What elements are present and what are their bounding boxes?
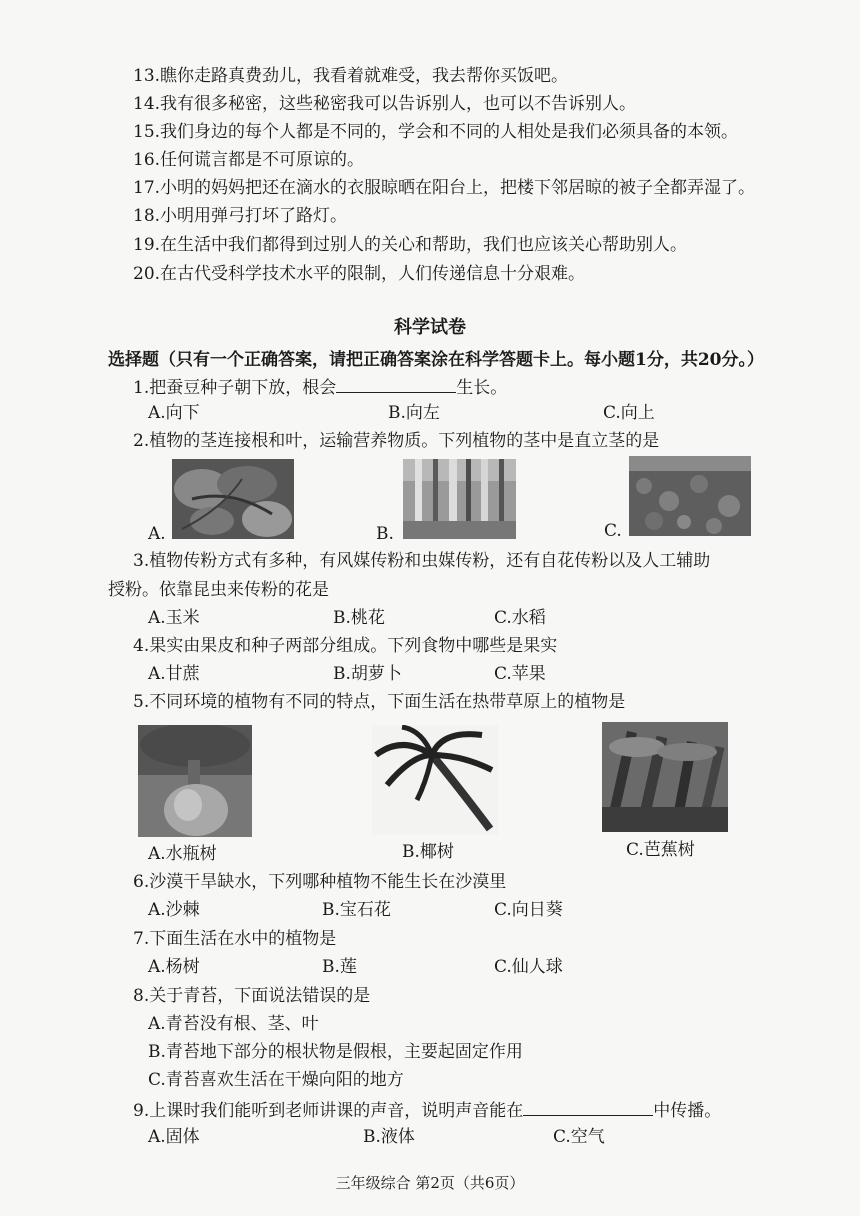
q1-option-c: C.向上 xyxy=(603,403,655,423)
question-1 xyxy=(133,374,507,400)
q7-option-c: C.仙人球 xyxy=(494,957,563,977)
question-1-text: 1.把蚕豆种子朝下放，根会 xyxy=(133,378,337,398)
q6-option-a: A.沙棘 xyxy=(148,900,200,920)
q9-option-a: A.固体 xyxy=(148,1127,200,1147)
question-1-tail: 生长。 xyxy=(456,378,508,398)
q1-option-a: A.向下 xyxy=(148,403,200,423)
statement-18: 18.小明用弹弓打坏了路灯。 xyxy=(133,206,348,226)
page-title: 科学试卷 xyxy=(394,317,466,338)
question-6: 6.沙漠干旱缺水，下列哪种植物不能生长在沙漠里 xyxy=(133,872,507,892)
q7-option-b: B.莲 xyxy=(322,957,357,977)
question-9-text: 9.上课时我们能听到老师讲课的声音，说明声音能在 xyxy=(133,1101,524,1121)
q4-option-b: B.胡萝卜 xyxy=(333,664,402,684)
q8-option-b: B.青苔地下部分的根状物是假根，主要起固定作用 xyxy=(148,1042,523,1062)
question-8: 8.关于青苔，下面说法错误的是 xyxy=(133,986,371,1006)
question-7: 7.下面生活在水中的植物是 xyxy=(133,929,337,949)
q6-option-b: B.宝石花 xyxy=(322,900,391,920)
q3-option-c: C.水稻 xyxy=(494,608,546,628)
q1-option-b: B.向左 xyxy=(388,403,440,423)
statement-14: 14.我有很多秘密，这些秘密我可以告诉别人，也可以不告诉别人。 xyxy=(133,94,637,114)
option-a-plant-image xyxy=(172,459,294,539)
question-3-line2: 授粉。依靠昆虫来传粉的花是 xyxy=(108,580,329,600)
statement-16: 16.任何谎言都是不可原谅的。 xyxy=(133,150,365,170)
q9-option-b: B.液体 xyxy=(363,1127,415,1147)
question-5: 5.不同环境的植物有不同的特点，下面生活在热带草原上的植物是 xyxy=(133,692,626,712)
answer-blank xyxy=(523,1097,653,1116)
q9-option-c: C.空气 xyxy=(553,1127,605,1147)
q3-option-a: A.玉米 xyxy=(148,608,200,628)
coconut-tree-image xyxy=(372,725,498,835)
q8-option-c: C.青苔喜欢生活在干燥向阳的地方 xyxy=(148,1070,404,1090)
q2-option-c: C. xyxy=(604,521,622,541)
option-c-plant-image xyxy=(629,456,751,536)
question-2: 2.植物的茎连接根和叶，运输营养物质。下列植物的茎中是直立茎的是 xyxy=(133,431,660,451)
q8-option-a: A.青苔没有根、茎、叶 xyxy=(148,1014,319,1034)
q4-option-a: A.甘蔗 xyxy=(148,664,200,684)
question-4: 4.果实由果皮和种子两部分组成。下列食物中哪些是果实 xyxy=(133,636,558,656)
statement-17: 17.小明的妈妈把还在滴水的衣服晾晒在阳台上，把楼下邻居晾的被子全都弄湿了。 xyxy=(133,178,756,198)
q2-option-b: B. xyxy=(376,524,394,544)
page-footer: 三年级综合 第2页（共6页） xyxy=(335,1174,525,1192)
statement-20: 20.在古代受科学技术水平的限制，人们传递信息十分艰难。 xyxy=(133,264,586,284)
q6-option-c: C.向日葵 xyxy=(494,900,563,920)
question-9 xyxy=(133,1097,721,1123)
statement-15: 15.我们身边的每个人都是不同的，学会和不同的人相处是我们必须具备的本领。 xyxy=(133,122,739,142)
question-9-tail: 中传播。 xyxy=(653,1101,722,1121)
q4-option-c: C.苹果 xyxy=(494,664,546,684)
q2-option-a: A. xyxy=(148,524,166,544)
question-3-line1: 3.植物传粉方式有多种，有风媒传粉和虫媒传粉，还有自花传粉以及人工辅助 xyxy=(133,551,711,571)
section-header: 选择题（只有一个正确答案，请把正确答案涂在科学答题卡上。每小题1分，共20分。） xyxy=(108,350,764,370)
q5-option-b: B.椰树 xyxy=(402,842,454,862)
q5-option-a: A.水瓶树 xyxy=(148,844,217,864)
q7-option-a: A.杨树 xyxy=(148,957,200,977)
q3-option-b: B.桃花 xyxy=(333,608,385,628)
bottle-tree-image xyxy=(138,725,252,837)
q5-option-c: C.芭蕉树 xyxy=(626,840,695,860)
option-b-plant-image xyxy=(403,459,516,539)
statement-19: 19.在生活中我们都得到过别人的关心和帮助，我们也应该关心帮助别人。 xyxy=(133,235,688,255)
statement-13: 13.瞧你走路真费劲儿，我看着就难受，我去帮你买饭吧。 xyxy=(133,66,569,86)
banana-tree-image xyxy=(602,722,728,832)
answer-blank xyxy=(336,374,456,393)
